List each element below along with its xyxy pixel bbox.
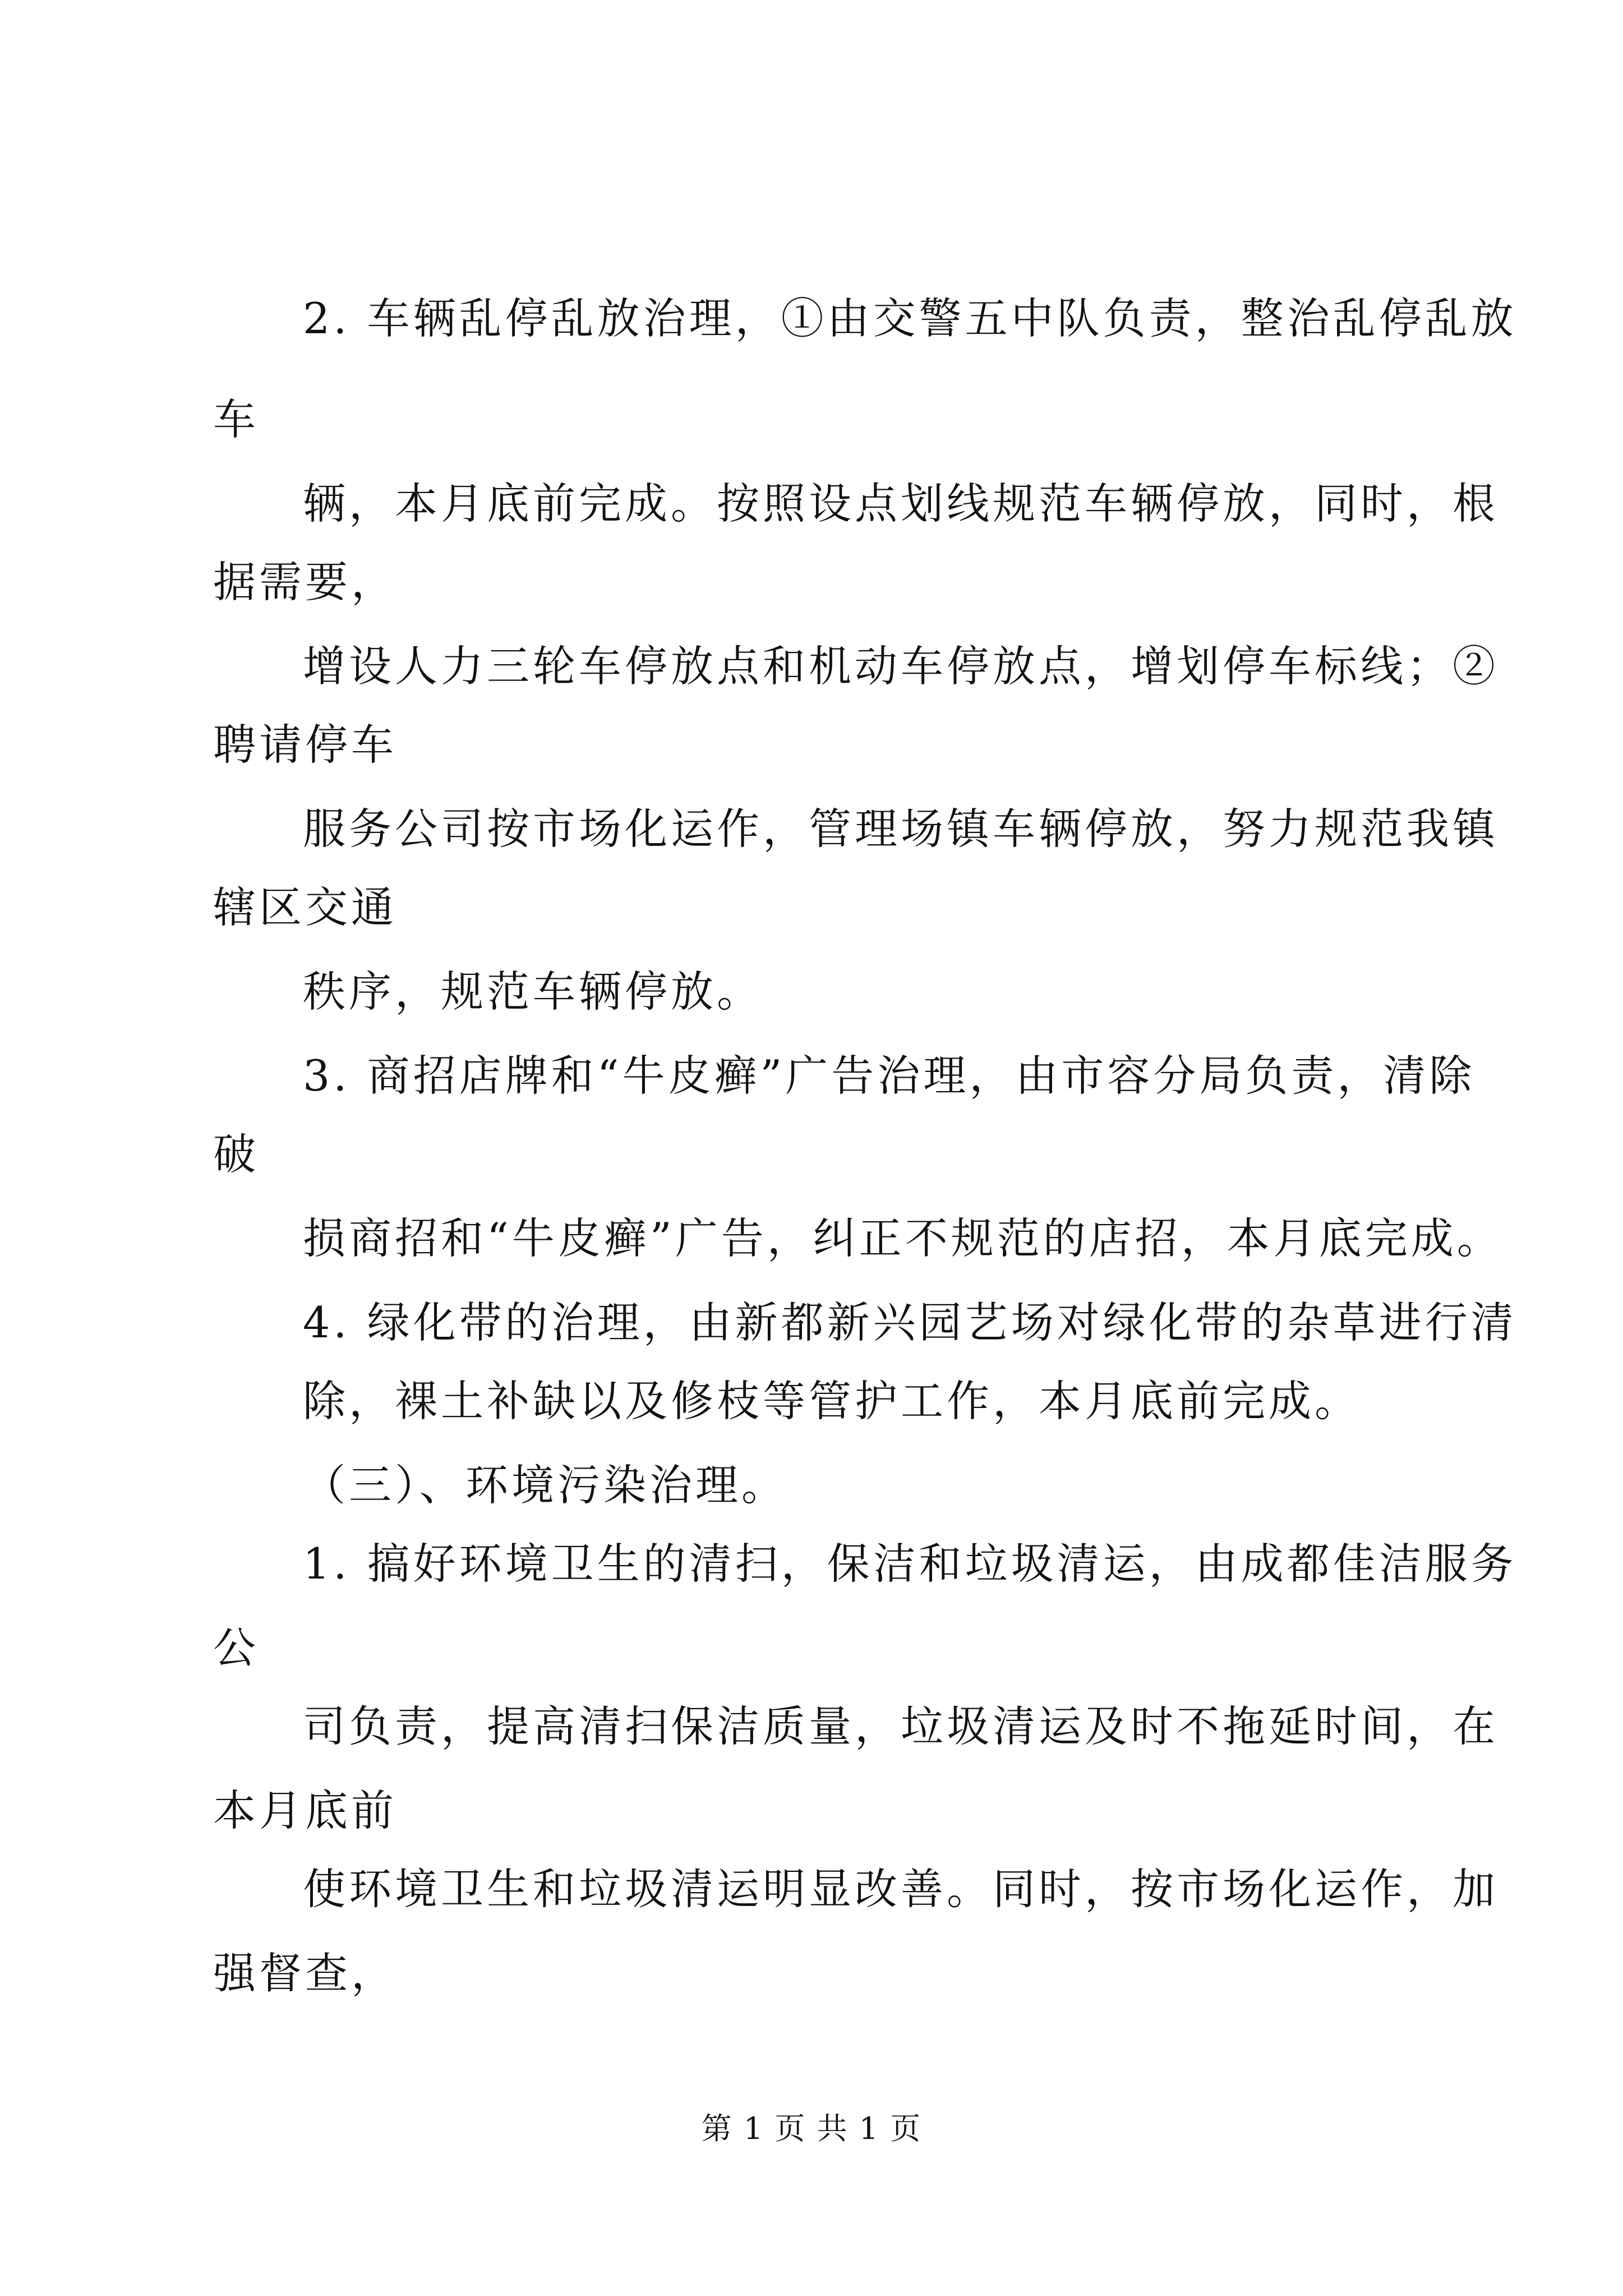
- paragraph-line: 使环境卫生和垃圾清运明显改善。同时，按市场化运作，加: [303, 1864, 1498, 1914]
- paragraph-line: 服务公司按市场化运作，管理场镇车辆停放，努力规范我镇: [303, 804, 1498, 854]
- paragraph-line: 损商招和“牛皮癣”广告，纠正不规范的店招，本月底完成。: [303, 1213, 1503, 1263]
- paragraph-line: 2. 车辆乱停乱放治理，①由交警五中队负责，整治乱停乱放: [303, 293, 1517, 343]
- paragraph-line: 破: [213, 1129, 259, 1179]
- paragraph-line: 车: [213, 394, 259, 444]
- paragraph-line: 辆，本月底前完成。按照设点划线规范车辆停放，同时，根: [303, 478, 1498, 528]
- paragraph-line: 1. 搞好环境卫生的清扫，保洁和垃圾清运，由成都佳洁服务: [303, 1539, 1517, 1589]
- paragraph-line: 秩序，规范车辆停放。: [303, 967, 763, 1016]
- paragraph-line: 聘请停车: [213, 720, 397, 770]
- paragraph-line: 本月底前: [213, 1786, 397, 1835]
- paragraph-line: 司负责，提高清扫保洁质量，垃圾清运及时不拖延时间，在: [303, 1701, 1498, 1751]
- section-heading: （三）、环境污染治理。: [303, 1460, 787, 1510]
- paragraph-line: 增设人力三轮车停放点和机动车停放点，增划停车标线；②: [303, 641, 1498, 691]
- paragraph-line: 强督查，: [213, 1948, 397, 1998]
- paragraph-line: 公: [213, 1623, 259, 1673]
- paragraph-line: 除，裸土补缺以及修枝等管护工作，本月底前完成。: [303, 1376, 1361, 1426]
- paragraph-line: 据需要，: [213, 557, 397, 607]
- paragraph-line: 4. 绿化带的治理，由新都新兴园艺场对绿化带的杂草进行清: [303, 1297, 1517, 1347]
- page-number-footer: 第 1 页 共 1 页: [701, 2111, 922, 2146]
- paragraph-line: 3. 商招店牌和“牛皮癣”广告治理，由市容分局负责，清除: [303, 1051, 1476, 1101]
- paragraph-line: 辖区交通: [213, 882, 397, 932]
